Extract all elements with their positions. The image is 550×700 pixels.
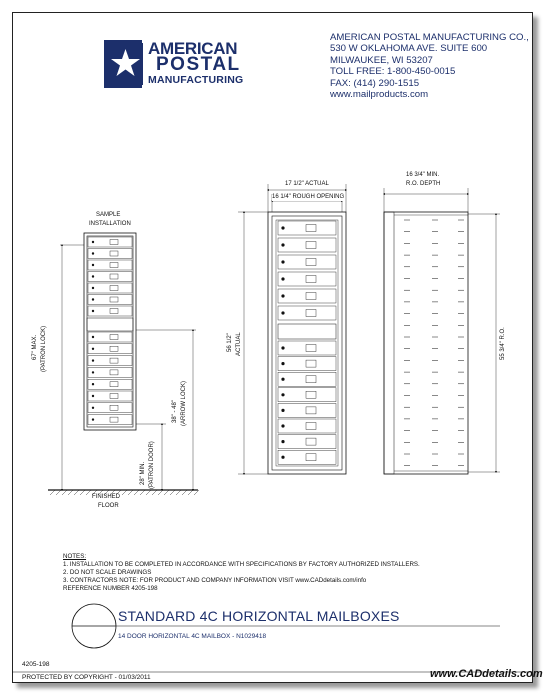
section-hardware-marks xyxy=(404,220,464,466)
mailbox-door xyxy=(278,388,336,402)
mailbox-door xyxy=(278,450,336,464)
lock-icon xyxy=(282,278,285,281)
lock-icon xyxy=(282,312,285,315)
dim-depth-note: R.O. DEPTH xyxy=(406,181,441,187)
dim-width-rough-opening: 16 1/4" ROUGH OPENING xyxy=(272,194,345,200)
sample-label: SAMPLE xyxy=(96,212,121,218)
lock-icon xyxy=(282,261,285,264)
lock-icon xyxy=(282,244,285,247)
mailbox-door xyxy=(278,238,336,252)
sample-installation-view xyxy=(48,233,199,495)
mailbox-door xyxy=(278,255,336,269)
company-address-line-1: 530 W OKLAHOMA AVE. SUITE 600 xyxy=(330,43,488,55)
lock-icon xyxy=(92,253,94,255)
dim-67-max: 67" MAX. xyxy=(32,334,38,360)
dim-28-min: 28" MIN. xyxy=(140,461,146,485)
lock-icon xyxy=(92,419,94,421)
mailbox-door xyxy=(88,415,132,425)
lock-icon xyxy=(92,383,94,385)
lock-icon xyxy=(92,395,94,397)
mailbox-door xyxy=(278,272,336,286)
lock-icon xyxy=(282,227,285,230)
company-name: AMERICAN POSTAL MANUFACTURING CO., xyxy=(330,32,529,43)
dim-height-ro: 55 3/4" R.O. xyxy=(500,327,506,360)
lock-icon xyxy=(92,299,94,301)
dim-67-max-note: (PATRON LOCK) xyxy=(41,325,47,372)
lock-icon xyxy=(92,348,94,350)
mailbox-door xyxy=(278,306,336,320)
logo-word-manufacturing: MANUFACTURING xyxy=(148,74,244,86)
company-fax: FAX: (414) 290-1515 xyxy=(330,77,420,89)
company-toll-free: TOLL FREE: 1-800-450-0015 xyxy=(330,66,456,78)
lock-icon xyxy=(282,295,285,298)
mailbox-door xyxy=(88,344,132,354)
notes-heading: NOTES: xyxy=(63,553,87,560)
dim-38-48: 38" - 48" xyxy=(172,400,178,423)
front-mailbox-doors xyxy=(278,221,336,464)
lock-icon xyxy=(92,336,94,338)
lock-icon xyxy=(92,407,94,409)
mailbox-door xyxy=(278,357,336,371)
lock-icon xyxy=(282,394,285,397)
mailbox-door xyxy=(88,237,132,247)
mailbox-door xyxy=(88,356,132,366)
lock-icon xyxy=(282,378,285,381)
dim-height-actual: 56 1/2" xyxy=(227,333,233,352)
mailbox-door xyxy=(88,260,132,270)
mailbox-door xyxy=(88,249,132,259)
mailbox-door xyxy=(278,341,336,355)
company-website[interactable]: www.mailproducts.com xyxy=(330,89,429,101)
note-reference: REFERENCE NUMBER 4205-198 xyxy=(63,585,158,592)
dim-height-actual-note: ACTUAL xyxy=(236,332,242,356)
floor-hatch xyxy=(50,490,199,495)
note-3: 3. CONTRACTORS NOTE: FOR PRODUCT AND COMPANY INFORMATION VISIT www.CADdetails.com/info xyxy=(63,577,367,584)
dim-28-min-note: (PATRON DOOR) xyxy=(149,441,155,489)
mailbox-door xyxy=(278,289,336,303)
lock-icon xyxy=(92,264,94,266)
copyright-notice: PROTECTED BY COPYRIGHT - 01/03/2011 xyxy=(22,674,151,681)
company-address-line-2: MILWAUKEE, WI 53207 xyxy=(330,54,433,66)
lock-icon xyxy=(282,362,285,365)
lock-icon xyxy=(92,360,94,362)
floor-label: FLOOR xyxy=(98,503,119,509)
mailbox-door xyxy=(88,367,132,377)
front-elevation-view xyxy=(238,184,346,474)
installation-label: INSTALLATION xyxy=(89,221,131,227)
lock-icon xyxy=(92,287,94,289)
lock-icon xyxy=(282,456,285,459)
mailbox-door xyxy=(278,221,336,235)
caddetails-website[interactable]: www.CADdetails.com xyxy=(430,668,543,680)
notes-block xyxy=(63,553,420,593)
mailbox-door xyxy=(278,403,336,417)
mailbox-door xyxy=(278,372,336,386)
mailbox-door xyxy=(88,306,132,316)
logo-word-american: AMERICAN xyxy=(148,39,238,58)
mailbox-door xyxy=(88,283,132,293)
lock-icon xyxy=(92,372,94,374)
drawing-title: STANDARD 4C HORIZONTAL MAILBOXES xyxy=(118,608,400,624)
mailbox-door xyxy=(88,391,132,401)
lock-icon xyxy=(282,440,285,443)
mailbox-door xyxy=(88,403,132,413)
dim-depth: 16 3/4" MIN. xyxy=(406,172,440,178)
note-2: 2. DO NOT SCALE DRAWINGS xyxy=(63,569,152,576)
mailbox-door xyxy=(278,435,336,449)
drawing-subtitle: 14 DOOR HORIZONTAL 4C MAILBOX - N1029418 xyxy=(118,633,267,640)
lock-icon xyxy=(92,241,94,243)
section-view xyxy=(384,188,500,474)
reference-number: 4205-198 xyxy=(22,661,50,668)
lock-icon xyxy=(92,276,94,278)
finished-label: FINISHED xyxy=(92,494,121,500)
mailbox-door xyxy=(88,332,132,342)
lock-icon xyxy=(282,409,285,412)
logo-word-postal: POSTAL xyxy=(156,54,241,75)
lock-icon xyxy=(282,425,285,428)
mailbox-door xyxy=(88,272,132,282)
dim-38-48-note: (ARROW LOCK) xyxy=(181,381,187,426)
lock-icon xyxy=(92,310,94,312)
note-1: 1. INSTALLATION TO BE COMPLETED IN ACCORDANCE WITH SPECIFICATIONS BY FACTORY AUTHORIZED INSTALLERS. xyxy=(63,561,420,568)
mailbox-door xyxy=(278,419,336,433)
mailbox-door xyxy=(88,295,132,305)
lock-icon xyxy=(282,347,285,350)
mailbox-door xyxy=(88,379,132,389)
dim-width-actual: 17 1/2" ACTUAL xyxy=(285,181,329,187)
